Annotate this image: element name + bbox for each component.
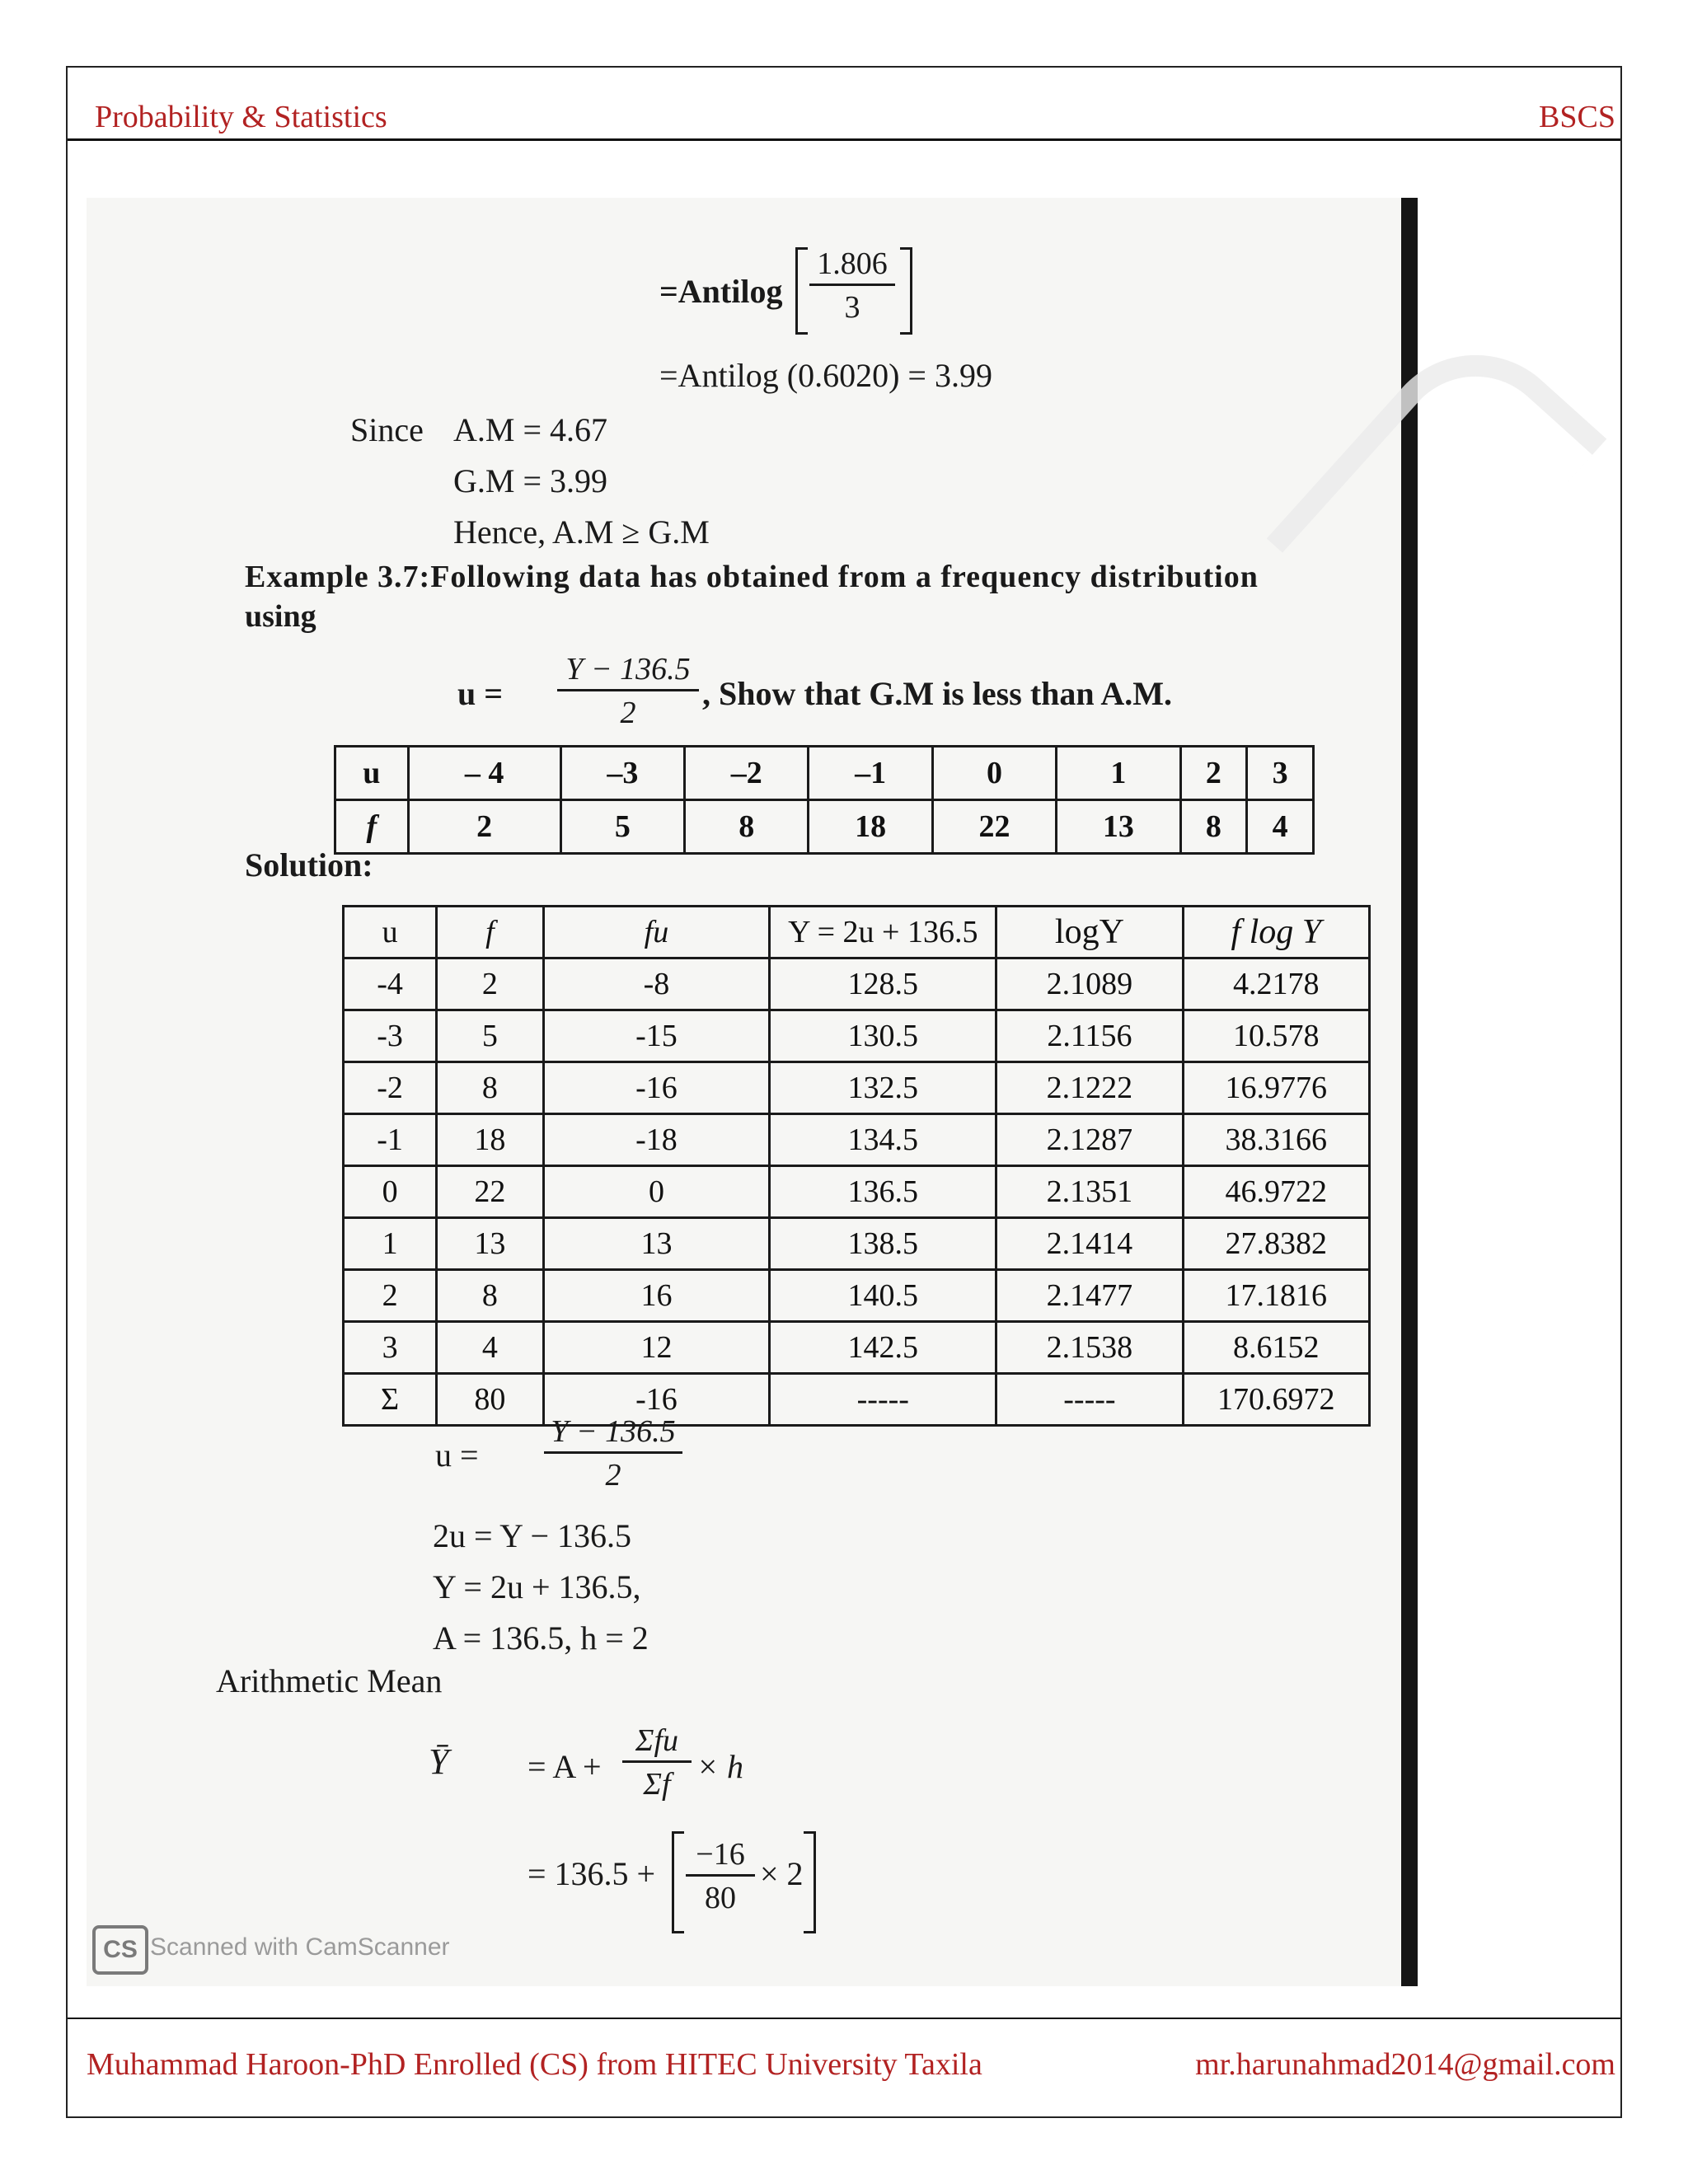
equation-a-h: A = 136.5, h = 2 [433,1619,649,1657]
table-cell: ----- [996,1374,1183,1426]
table-cell: 136.5 [770,1166,996,1218]
since-label: Since [350,411,424,448]
header-program: BSCS [1539,100,1615,134]
table-cell: 10.578 [1183,1010,1369,1062]
table-cell: 13 [543,1218,770,1270]
right-bracket [900,247,912,335]
table-cell: 4 [437,1322,543,1374]
table-cell: 80 [437,1374,543,1426]
table-row [344,1322,1370,1374]
right-bracket [804,1831,816,1933]
table-cell: 142.5 [770,1322,996,1374]
gm-value: G.M = 3.99 [453,462,608,499]
table-cell: 132.5 [770,1062,996,1114]
table-row [344,1374,1370,1426]
table-cell: 8 [1180,800,1247,854]
fraction-denominator: 2 [605,1458,621,1493]
table-cell: Σ [344,1374,437,1426]
table-cell: 2.1222 [996,1062,1183,1114]
table-cell: 27.8382 [1183,1218,1369,1270]
example-heading: Example 3.7:Following data has obtained from a frequency distribution [245,560,1259,594]
table-cell: –2 [685,747,809,800]
table-cell: -4 [344,958,437,1010]
table-cell: u [335,747,409,800]
table-row [344,1062,1370,1114]
equation-2u: 2u = Y − 136.5 [433,1517,632,1554]
table-cell: 2.1287 [996,1114,1183,1166]
table-cell: 140.5 [770,1270,996,1322]
am-calc-fraction [686,1836,755,1916]
table-header-cell: logY [996,907,1183,958]
table-cell: 128.5 [770,958,996,1010]
table-cell: 3 [344,1322,437,1374]
table-cell: 2.1414 [996,1218,1183,1270]
arithmetic-mean-heading: Arithmetic Mean [216,1662,443,1699]
table-cell: 2 [437,958,543,1010]
table-cell: 2.1089 [996,958,1183,1010]
table-row [335,800,1314,854]
left-bracket [795,247,808,335]
table-cell: 2.1156 [996,1010,1183,1062]
camscanner-logo: CS [92,1925,148,1975]
antilog-fraction [809,246,895,326]
fraction-numerator: Σfu [622,1722,692,1763]
header-rule [68,138,1620,141]
table-cell: 5 [560,800,684,854]
antilog-result: =Antilog (0.6020) = 3.99 [659,357,992,394]
example-heading-cont: using [245,599,316,634]
table-cell: 8 [437,1270,543,1322]
table-cell: –1 [809,747,932,800]
table-cell: 2.1477 [996,1270,1183,1322]
table-row [344,1010,1370,1062]
table-cell: 138.5 [770,1218,996,1270]
frequency-table-body [335,747,1314,854]
table-cell: -16 [543,1062,770,1114]
u-definition-fraction [557,651,699,731]
table-cell: 13 [1057,800,1180,854]
table-cell: 38.3166 [1183,1114,1369,1166]
table-cell: 22 [437,1166,543,1218]
table-cell: 2.1538 [996,1322,1183,1374]
table-cell: 4 [1247,800,1314,854]
am-formula-fraction [622,1722,692,1802]
equation-y: Y = 2u + 136.5, [433,1568,641,1605]
am-formula-suffix: × h [696,1748,743,1785]
table-cell: 2.1351 [996,1166,1183,1218]
fraction-numerator: −16 [686,1836,755,1877]
fraction-denominator: 80 [705,1881,736,1915]
table-cell: 1 [1057,747,1180,800]
table-cell: –3 [560,747,684,800]
table-cell: f [335,800,409,854]
header-course-title: Probability & Statistics [95,100,387,134]
table-cell: 130.5 [770,1010,996,1062]
table-cell: 3 [1247,747,1314,800]
fraction-denominator: 3 [844,290,860,325]
u-definition-lhs: u = [457,675,504,712]
table-cell: 134.5 [770,1114,996,1166]
table-row [344,1166,1370,1218]
am-calc-prefix: = 136.5 + [528,1855,656,1892]
table-cell: 1 [344,1218,437,1270]
am-value: A.M = 4.67 [453,411,608,448]
table-cell: 2 [344,1270,437,1322]
table-cell: -15 [543,1010,770,1062]
table-cell: -3 [344,1010,437,1062]
left-bracket [672,1831,684,1933]
solution-label: Solution: [245,846,373,883]
u-fraction [544,1413,682,1493]
antilog-prefix: =Antilog [659,273,783,310]
footer-rule [68,2018,1620,2019]
solution-table-body [344,958,1370,1426]
table-row [344,1218,1370,1270]
table-cell: 46.9722 [1183,1166,1369,1218]
fraction-numerator: Y − 136.5 [544,1413,682,1454]
table-row [344,1114,1370,1166]
table-header-cell: fu [543,907,770,958]
camscanner-watermark-text: Scanned with CamScanner [150,1933,450,1961]
table-header-cell: f log Y [1183,907,1369,958]
fraction-denominator: 2 [620,696,636,730]
y-bar-symbol: Ȳ [429,1741,449,1782]
table-row [344,1270,1370,1322]
table-cell: 0 [932,747,1056,800]
table-cell: 13 [437,1218,543,1270]
footer-author: Muhammad Haroon-PhD Enrolled (CS) from HITEC University Taxila [87,2047,982,2082]
table-header-cell: Y = 2u + 136.5 [770,907,996,958]
table-cell: 5 [437,1010,543,1062]
table-cell: 8 [437,1062,543,1114]
table-cell: 2 [408,800,560,854]
footer-email: mr.harunahmad2014@gmail.com [1195,2047,1615,2082]
table-cell: ----- [770,1374,996,1426]
table-row [344,958,1370,1010]
table-cell: 170.6972 [1183,1374,1369,1426]
table-cell: 8 [685,800,809,854]
table-cell: -18 [543,1114,770,1166]
u-definition-task: , Show that G.M is less than A.M. [702,675,1173,712]
table-cell: 18 [809,800,932,854]
table-cell: 0 [543,1166,770,1218]
am-calc-suffix: × 2 [760,1855,804,1892]
table-cell: – 4 [408,747,560,800]
table-cell: 18 [437,1114,543,1166]
table-cell: -16 [543,1374,770,1426]
table-cell: -2 [344,1062,437,1114]
table-cell: 16.9776 [1183,1062,1369,1114]
table-row [335,747,1314,800]
am-formula-prefix: = A + [528,1748,602,1785]
table-cell: -8 [543,958,770,1010]
table-header-cell: f [437,907,543,958]
table-cell: 2 [1180,747,1247,800]
hence-statement: Hence, A.M ≥ G.M [453,513,710,551]
u-lhs: u = [435,1436,479,1474]
fraction-denominator: Σf [643,1767,671,1802]
table-cell: 8.6152 [1183,1322,1369,1374]
fraction-numerator: 1.806 [809,246,895,286]
solution-table [342,905,1371,1427]
table-cell: 0 [344,1166,437,1218]
table-cell: 22 [932,800,1056,854]
table-cell: 4.2178 [1183,958,1369,1010]
fraction-numerator: Y − 136.5 [557,651,699,691]
table-header-cell: u [344,907,437,958]
frequency-table [334,745,1315,855]
table-cell: -1 [344,1114,437,1166]
solution-table-header [344,907,1370,958]
table-cell: 17.1816 [1183,1270,1369,1322]
table-cell: 12 [543,1322,770,1374]
table-cell: 16 [543,1270,770,1322]
